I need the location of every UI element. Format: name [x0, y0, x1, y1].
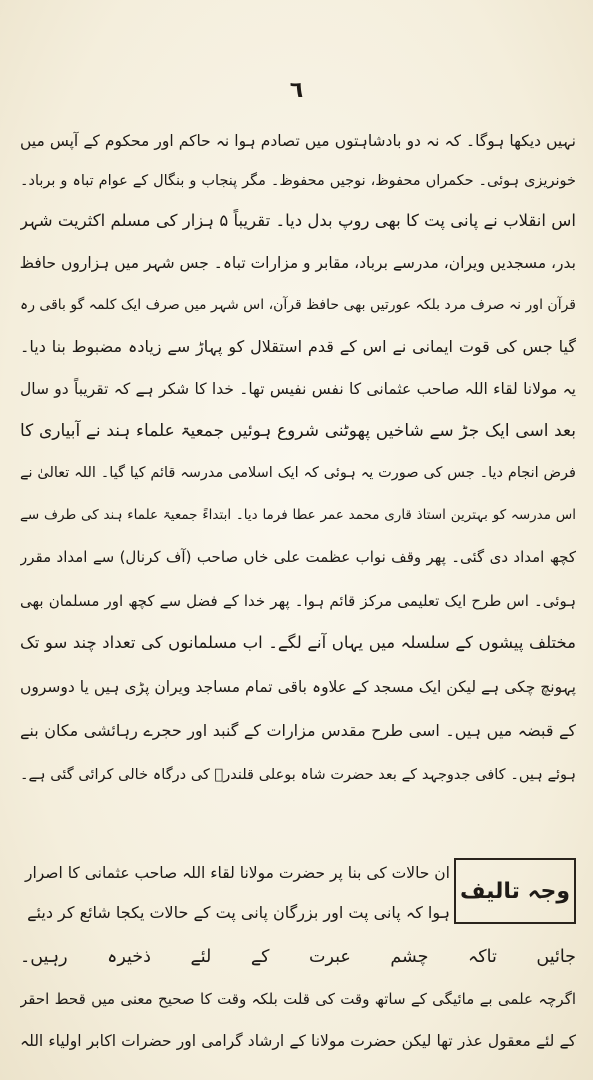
text-line: ہوا کہ پانی پت اور بزرگان پانی پت کے حالات یکجا شائع کر دیئے — [27, 903, 450, 922]
text-line: کے لئے معقول عذر تھا لیکن حضرت مولانا کے ارشاد گرامی اور حضرات اکابر اولیاء اللہ — [20, 1032, 576, 1050]
text-line: اگرچہ علمی بے مائیگی کے ساتھ وقت کی قلت بلکہ وقت کا صحیح معنی میں قحط احقر — [20, 990, 576, 1008]
text-line: ان حالات کی بنا پر حضرت مولانا لقاء اللہ صاحب عثمانی کا اصرار — [24, 864, 450, 882]
text-line: جائیں تاکہ چشم عبرت کے لئے ذخیرہ رہیں۔ — [20, 947, 576, 967]
section-heading-block — [20, 850, 576, 930]
text-line: خونریزی ہوئی۔ حکمراں محفوظ، نوجیں محفوظ۔ مگر پنجاب و بنگال کے عوام تباہ و برباد۔ — [20, 173, 576, 189]
text-line: بدر، مسجدیں ویران، مدرسے برباد، مقابر و مزارات تباہ۔ جس شہر میں ہزاروں حافظ — [20, 254, 576, 272]
text-line: اس مدرسہ کو بہترین استاذ قاری محمد عمر عطا فرما دیا۔ ابتداءً جمعیۃ علماء ہند کی طرف سے — [20, 507, 576, 523]
text-line: پہونچ چکی ہے لیکن ایک مسجد کے علاوہ باقی تمام مساجد ویران پڑی ہیں یا دوسروں — [20, 678, 576, 696]
text-line: نہیں دیکھا ہوگا۔ کہ نہ دو بادشاہتوں میں تصادم ہوا نہ حاکم اور محکوم کے آپس میں — [20, 132, 576, 150]
text-line: ہوئی۔ اس طرح ایک تعلیمی مرکز قائم ہوا۔ پھر خدا کے فضل سے کچھ اور مسلمان بھی — [20, 592, 576, 610]
text-line: بعد اسی ایک جڑ سے شاخیں پھوٹنی شروع ہوئیں جمعیۃ علماء ہند نے آبیاری کا — [20, 421, 576, 441]
text-line: فرض انجام دیا۔ جس کی صورت یہ ہوئی کہ ایک اسلامی مدرسہ قائم کیا گیا۔ اللہ تعالیٰ نے — [20, 465, 576, 481]
page-number: ٦ — [289, 78, 304, 103]
text-line: مختلف پیشوں کے سلسلہ میں یہاں آنے لگے۔ اب مسلمانوں کی تعداد چند سو تک — [20, 633, 576, 652]
text-line: گیا جس کی قوت ایمانی نے اس کے قدم استقلال کو پہاڑ سے زیادہ مضبوط بنا دیا۔ — [20, 337, 576, 356]
text-line: یہ مولانا لقاء اللہ صاحب عثمانی کا نفس نفیس تھا۔ خدا کا شکر ہے کہ تقریباً دو سال — [20, 380, 576, 398]
body-text-top — [20, 122, 576, 842]
text-line: قرآن اور نہ صرف مرد بلکہ عورتیں بھی حافظ قرآن، اس شہر میں صرف ایک کلمہ گو باقی رہ — [20, 297, 576, 313]
text-line: اس انقلاب نے پانی پت کا بھی روپ بدل دیا۔ تقریباً ۵ ہزار کی مسلم اکثریت شہر — [20, 211, 576, 230]
text-line: ہوئے ہیں۔ کافی جدوجہد کے بعد حضرت شاہ بوعلی قلندرؒ کی درگاہ خالی کرائی گئی ہے۔ — [20, 767, 576, 783]
body-text-bottom — [20, 938, 576, 1068]
section-heading-box: وجہ تالیف — [454, 858, 576, 924]
text-line: کچھ امداد دی گئی۔ پھر وقف نواب عظمت علی خاں صاحب (آف کرنال) سے امداد مقرر — [20, 548, 576, 566]
text-line: کے قبضہ میں ہیں۔ اسی طرح مقدس مزارات کے گنبد اور حجرے رہائشی مکان بنے — [20, 721, 576, 740]
